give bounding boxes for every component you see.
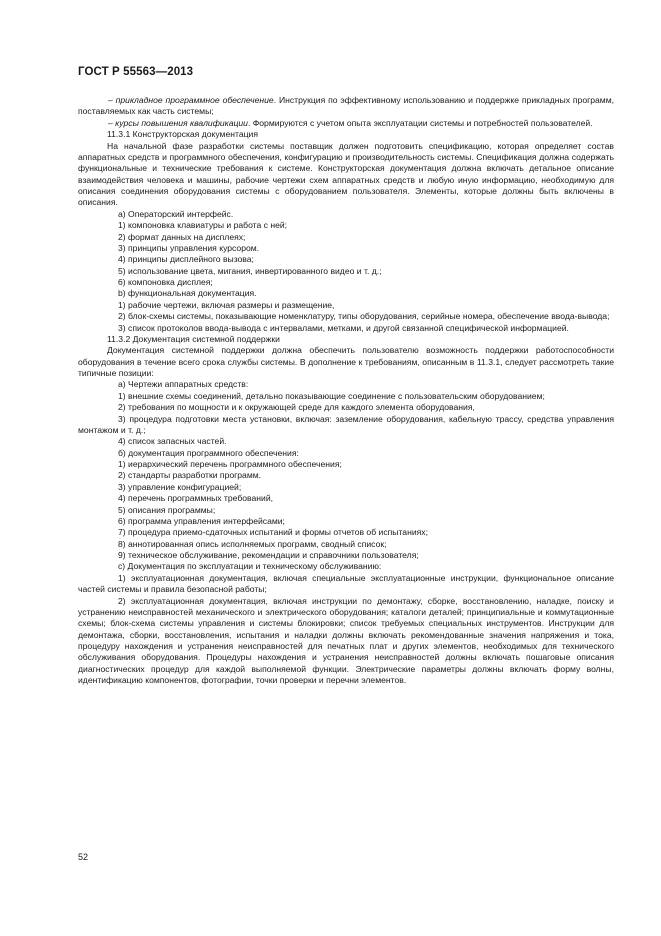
paragraph: 2) блок-схемы системы, показывающие номенклатуру, типы оборудования, серийные номера, обеспечение ввода-вывода; [118,311,610,322]
paragraph: 4) перечень программных требований, [118,493,274,504]
paragraph: 1) эксплуатационная документация, включая специальные эксплуатационные инструкции, функциональное описание частей системы и правила безопасной работы; [78,572,614,595]
paragraph: 2) стандарты разработки программ. [118,470,262,481]
paragraph: 2) эксплуатационная документация, включая инструкции по демонтажу, сборке, восстановлению, наладке, поиску и устранению неисправностей механического и электрического оборудования; каталоги деталей; принципиальные и коммутационные схемы; блок-схема системы управления и системы блокировки; список требуемых специальных инструментов. Инструкции для демонтажа, сборки, восстановления, испытания и наладки должны включать рекомендованные значения напряжения и тока, процедуру нахождения и устранения неисправностей для печатных плат и других элементов, необходимых для технического обслуживания оборудования. Процедуры нахождения и устранения неисправностей должны включать пошаговые описания диагностических процедур для каждой выполняемой функции. Электрические параметры должны включать форму волны, идентификацию компонентов, фотографии, точки проверки и перечни элементов. [78,595,614,686]
paragraph: 11.3.1 Конструкторская документация [107,129,258,140]
emphasized-term: курсы повышения квалификации [115,117,248,128]
paragraph [78,118,614,129]
paragraph: 2) требования по мощности и к окружающей среде для каждого элемента оборудования, [118,402,475,413]
paragraph: 6) программа управления интерфейсами; [118,515,285,526]
paragraph: 3) список протоколов ввода-вывода с интервалами, метками, и другой связанной специфической информацией. [118,322,569,333]
paragraph: 3) процедура подготовки места установки, включая: заземление оборудования, кабельную трассу, средства управления монтажом и т. д.; [78,413,614,435]
paragraph: б) документация программного обеспечения: [118,447,299,458]
paragraph: 2) формат данных на дисплеях; [118,231,246,242]
paragraph: 9) техническое обслуживание, рекомендации и справочники пользователя; [118,550,419,560]
paragraph: 4) список запасных частей. [118,436,227,447]
paragraph: 1) иерархический перечень программного обеспечения; [118,459,342,469]
page-header-standard-code: ГОСТ Р 55563—2013 [78,66,194,78]
paragraph-text: . Формируются с учетом опыта эксплуатации системы и потребностей пользователей. [247,117,593,128]
paragraph: 7) процедура приемо-сдаточных испытаний и формы отчетов об испытаниях; [118,527,428,538]
document-body [78,95,614,687]
paragraph: 5) использование цвета, мигания, инвертированного видео и т. д.; [118,265,382,276]
paragraph: 11.3.2 Документация системной поддержки [107,333,280,344]
page-number: 52 [78,852,89,862]
paragraph-text: . Инструкция по эффективному использованию и поддержке прикладных программ, поставляемых как часть системы; [78,95,614,117]
paragraph: а) Чертежи аппаратных средств: [118,379,249,390]
paragraph [78,95,614,118]
paragraph: с) Документация по эксплуатации и техническому обслуживанию: [118,561,382,572]
paragraph: 6) компоновка дисплея; [118,277,213,287]
paragraph: 5) описания программы; [118,504,216,515]
emphasized-term: прикладное программное обеспечение [115,95,274,105]
paragraph: 4) принципы дисплейного вызова; [118,254,254,265]
paragraph: 1) компоновка клавиатуры и работа с ней; [118,220,288,231]
paragraph: 3) принципы управления курсором. [118,242,260,253]
paragraph: а) Операторский интерфейс. [118,208,234,219]
paragraph: На начальной фазе разработки системы поставщик должен подготовить спецификацию, которая определяет состав аппаратных средств и программного обеспечения, конфигурацию и производительность системы. Спецификация должна содержать функциональные и технические требования к системе. Конструкторская документация должна включать детальное описание взаимодействия человека и машины, рабочие чертежи схем аппаратных средств и любую иную информацию, необходимую для описания соединения оборудования системы с оборудованием пользователя. Элементы, которые должны быть включены в описания. [78,140,614,208]
paragraph: Документация системной поддержки должна обеспечить пользователю возможность поддержки работоспособности оборудования в течение всего срока службы системы. В дополнение к требованиям, описанным в 11.3.1, следует рассмотреть такие типичные позиции: [78,345,614,378]
list-dash: – [108,117,116,128]
paragraph: 3) управление конфигурацией; [118,481,242,492]
paragraph: 1) внешние схемы соединений, детально показывающие соединение с пользовательским оборудованием; [118,390,545,401]
paragraph: 8) аннотированная опись исполняемых программ, сводный список; [118,538,387,549]
list-dash: – [108,95,116,105]
paragraph: b) функциональная документация. [118,288,257,299]
paragraph: 1) рабочие чертежи, включая размеры и размещение, [118,299,335,310]
